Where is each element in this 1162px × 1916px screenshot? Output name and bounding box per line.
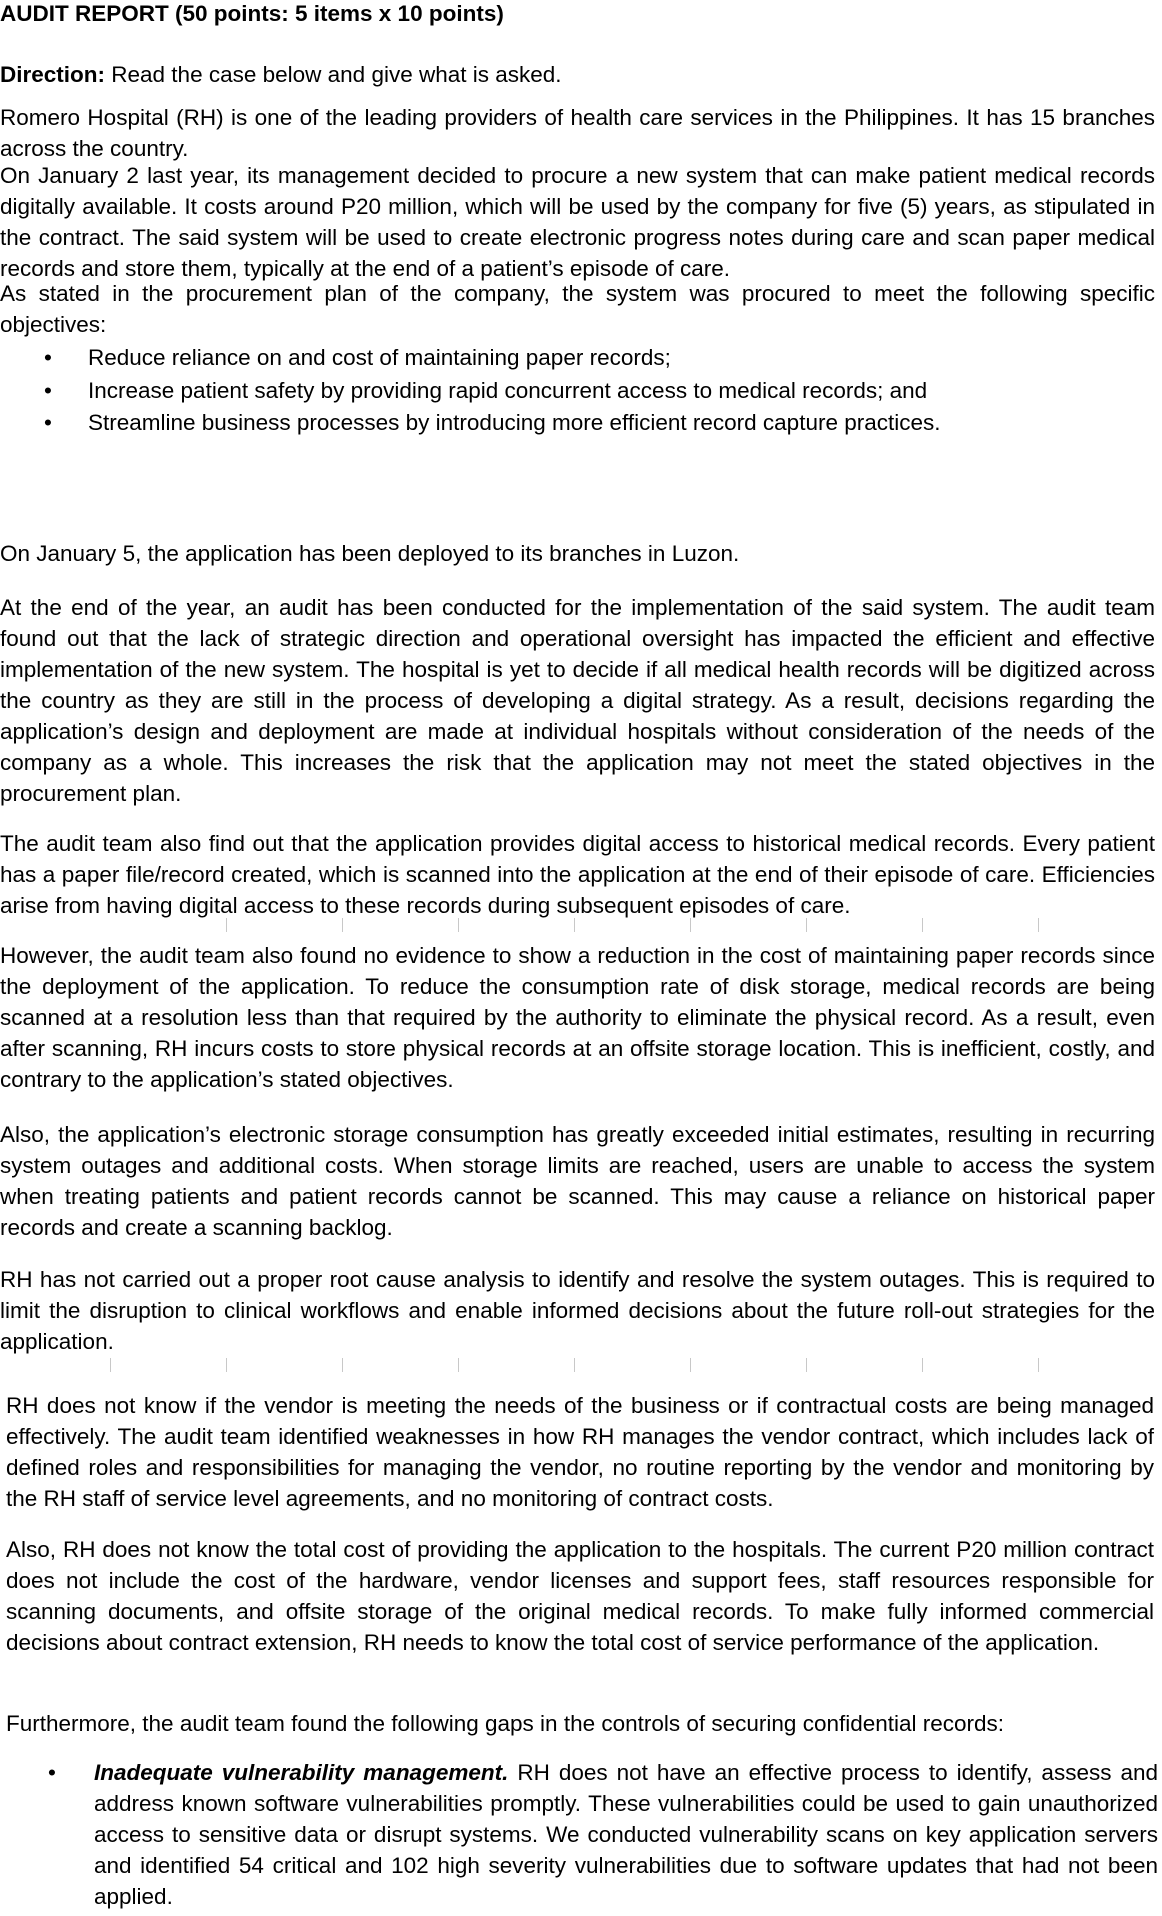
objective-text: Streamline business processes by introducing more efficient record capture practices. [88, 410, 941, 435]
list-item [0, 342, 1155, 375]
paragraph-audit-findings: At the end of the year, an audit has been conducted for the implementation of the said system. The audit team found out that the lack of strategic direction and operational oversight has impacted the efficient and effective implementation of the new system. The hospital is yet to decide if all medical health records will be digitized across the country as they are still in the process of developing a digital strategy. As a result, decisions regarding the application’s design and deployment are made at individual hospitals without consideration of the needs of the company as a whole. This increases the risk that the application may not meet the stated objectives in the procurement plan. [0, 595, 1155, 806]
objective-text: Increase patient safety by providing rapid concurrent access to medical records; and [88, 377, 928, 403]
paragraph-objectives-intro: As stated in the procurement plan of the company, the system was procured to meet the following specific objectives: [0, 281, 1155, 337]
paragraph-procurement: On January 2 last year, its management decided to procure a new system that can make patient medical records digitally available. It costs around P20 million, which will be used by the company for five (5) years, as stipulated in the contract. The said system will be used to create electronic progress notes during care and scan paper medical records and store them, typically at the end of a patient’s episode of care. [0, 163, 1155, 281]
gap-heading: Inadequate vulnerability management. [94, 1760, 509, 1785]
paragraph-intro: Romero Hospital (RH) is one of the leading providers of health care services in the Philippines. It has 15 branches across the country. [0, 105, 1155, 161]
paragraph-storage: Also, the application’s electronic storage consumption has greatly exceeded initial estimates, resulting in recurring system outages and additional costs. When storage limits are reached, users are unable to access the system when treating patients and patient records cannot be scanned. This may cause a reliance on historical paper records and create a scanning backlog. [0, 1122, 1155, 1240]
list-item [0, 375, 1155, 408]
paragraph-security-gaps: Furthermore, the audit team found the following gaps in the controls of securing confidential records: [6, 1711, 1005, 1736]
document-title: AUDIT REPORT (50 points: 5 items x 10 points) [0, 1, 504, 26]
bullet-icon: • [44, 345, 52, 370]
objectives-list [0, 342, 1155, 440]
list-item [0, 407, 1155, 440]
bullet-icon: • [44, 377, 52, 403]
ruler-marks [0, 918, 1162, 932]
objective-text: Reduce reliance on and cost of maintaining paper records; [88, 345, 671, 370]
paragraph-deployment: On January 5, the application has been deployed to its branches in Luzon. [0, 541, 740, 566]
paragraph-vendor: RH does not know if the vendor is meeting the needs of the business or if contractual costs are being managed effectively. The audit team identified weaknesses in how RH manages the vendor contract, which includes lack of defined roles and responsibilities for managing the vendor, no routine reporting by the vendor and monitoring by the RH staff of service level agreements, and no monitoring of contract costs. [6, 1393, 1154, 1511]
direction-text: Read the case below and give what is asked. [105, 62, 562, 87]
direction-label: Direction: [0, 62, 106, 87]
gap-text: RH does not have an effective process to identify, assess and address known software vulnerabilities promptly. These vulnerabilities could be used to gain unauthorized access to sensitive data or disrupt systems. We conducted vulnerability scans on key application servers and identified 54 critical and 102 high severity vulnerabilities due to software updates that had not been applied. [94, 1760, 1158, 1909]
ruler-marks [0, 1358, 1162, 1372]
paragraph-total-cost: Also, RH does not know the total cost of providing the application to the hospitals. The current P20 million contract does not include the cost of the hardware, vendor licenses and support fees, staff resources responsible for scanning documents, and offsite storage of the original medical records. To make fully informed commercial decisions about contract extension, RH needs to know the total cost of service performance of the application. [6, 1537, 1154, 1655]
bullet-icon: • [48, 1760, 56, 1785]
direction-line [0, 59, 1155, 90]
paragraph-digital-access: The audit team also find out that the application provides digital access to historical medical records. Every patient has a paper file/record created, which is scanned into the application at the end of their episode of care. Efficiencies arise from having digital access to these records during subsequent episodes of care. [0, 831, 1155, 918]
paragraph-root-cause: RH has not carried out a proper root cause analysis to identify and resolve the system outages. This is required to limit the disruption to clinical workflows and enable informed decisions about the future roll-out strategies for the application. [0, 1267, 1155, 1354]
security-gaps-list [0, 1757, 1158, 1912]
paragraph-paper-cost: However, the audit team also found no evidence to show a reduction in the cost of maintaining paper records since the deployment of the application. To reduce the consumption rate of disk storage, medical records are being scanned at a resolution less than that required by the authority to eliminate the physical record. As a result, even after scanning, RH incurs costs to store physical records at an offsite storage location. This is inefficient, costly, and contrary to the application’s stated objectives. [0, 943, 1155, 1092]
list-item [0, 1757, 1158, 1912]
bullet-icon: • [44, 410, 52, 435]
